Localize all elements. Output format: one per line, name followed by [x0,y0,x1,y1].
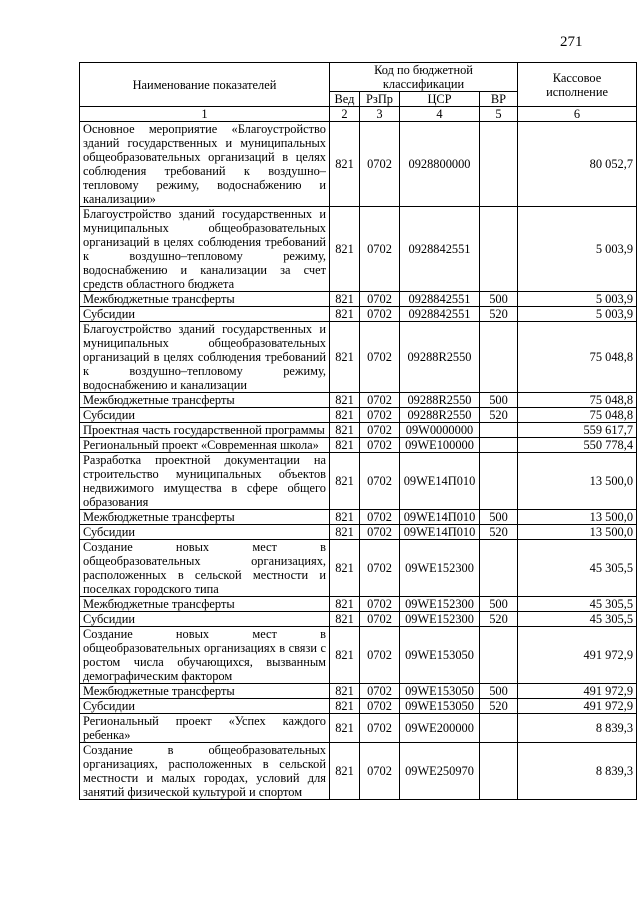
cell-name: Благоустройство зданий государственных и муниципальных общеобразовательных организаций в целях соблюдения требований к воздушно–тепловому режиму, водоснабжению и канализации [80,322,330,393]
table-row [80,743,637,800]
cell-vr [480,207,518,292]
cell-name: Межбюджетные трансферты [80,292,330,307]
header-vr: ВР [480,92,518,107]
cell-csr: 09WE250970 [400,743,480,800]
cell-amount: 8 839,3 [518,714,637,743]
header-name: Наименование показателей [80,63,330,107]
column-number: 5 [480,107,518,122]
table-row [80,699,637,714]
cell-rzpr: 0702 [360,408,400,423]
cell-rzpr: 0702 [360,699,400,714]
cell-amount: 13 500,0 [518,510,637,525]
cell-ved: 821 [330,597,360,612]
cell-amount: 5 003,9 [518,292,637,307]
cell-rzpr: 0702 [360,322,400,393]
cell-vr: 500 [480,597,518,612]
cell-ved: 821 [330,714,360,743]
header-cash-line1: Кассовое [552,70,602,85]
cell-vr [480,423,518,438]
cell-ved: 821 [330,743,360,800]
cell-amount: 75 048,8 [518,393,637,408]
cell-vr [480,122,518,207]
cell-name: Благоустройство зданий государственных и муниципальных общеобразовательных организаций в целях соблюдения требований к воздушно–тепловому режиму, водоснабжению и канализации за счет средств областного бюджета [80,207,330,292]
header-code-group: Код по бюджетной классификации [330,63,518,92]
cell-ved: 821 [330,699,360,714]
cell-vr [480,743,518,800]
cell-csr: 09WE152300 [400,597,480,612]
cell-vr: 520 [480,307,518,322]
table-row [80,307,637,322]
column-number: 3 [360,107,400,122]
cell-vr [480,453,518,510]
cell-amount: 45 305,5 [518,540,637,597]
header-rzpr: РзПр [360,92,400,107]
cell-csr: 0928842551 [400,307,480,322]
table-row [80,322,637,393]
cell-vr [480,438,518,453]
table-row [80,684,637,699]
cell-rzpr: 0702 [360,292,400,307]
cell-name: Проектная часть государственной программы [80,423,330,438]
cell-csr: 0928800000 [400,122,480,207]
cell-name: Межбюджетные трансферты [80,597,330,612]
cell-name: Разработка проектной документации на строительство муниципальных объектов недвижимого имущества в сфере общего образования [80,453,330,510]
cell-rzpr: 0702 [360,393,400,408]
column-number: 2 [330,107,360,122]
table-row [80,714,637,743]
cell-name: Субсидии [80,525,330,540]
cell-ved: 821 [330,453,360,510]
cell-rzpr: 0702 [360,743,400,800]
cell-rzpr: 0702 [360,627,400,684]
table-row [80,510,637,525]
cell-csr: 09WE14П010 [400,510,480,525]
column-number-row [80,107,637,122]
cell-amount: 8 839,3 [518,743,637,800]
cell-rzpr: 0702 [360,423,400,438]
cell-rzpr: 0702 [360,525,400,540]
cell-name: Создание новых мест в общеобразовательных организациях в связи с ростом числа обучающихся, вызванным демографическим фактором [80,627,330,684]
cell-vr [480,322,518,393]
cell-vr: 520 [480,612,518,627]
table-row [80,207,637,292]
cell-vr: 520 [480,525,518,540]
table-row [80,292,637,307]
cell-amount: 75 048,8 [518,408,637,423]
table-row [80,453,637,510]
cell-csr: 0928842551 [400,207,480,292]
cell-amount: 13 500,0 [518,525,637,540]
page-number: 271 [560,34,583,50]
table-row [80,408,637,423]
cell-vr [480,540,518,597]
cell-ved: 821 [330,525,360,540]
cell-ved: 821 [330,612,360,627]
cell-rzpr: 0702 [360,540,400,597]
cell-amount: 491 972,9 [518,699,637,714]
cell-rzpr: 0702 [360,122,400,207]
cell-rzpr: 0702 [360,597,400,612]
cell-amount: 45 305,5 [518,597,637,612]
cell-rzpr: 0702 [360,510,400,525]
budget-table [79,62,637,800]
cell-ved: 821 [330,684,360,699]
cell-amount: 13 500,0 [518,453,637,510]
header-csr: ЦСР [400,92,480,107]
cell-csr: 0928842551 [400,292,480,307]
cell-vr: 520 [480,699,518,714]
cell-name: Межбюджетные трансферты [80,684,330,699]
cell-rzpr: 0702 [360,612,400,627]
header-ved: Вед [330,92,360,107]
table-row [80,423,637,438]
table-row [80,393,637,408]
cell-vr [480,627,518,684]
cell-csr: 09W0000000 [400,423,480,438]
cell-name: Субсидии [80,408,330,423]
cell-name: Межбюджетные трансферты [80,393,330,408]
cell-vr: 500 [480,292,518,307]
cell-name: Создание новых мест в общеобразовательных организациях, расположенных в сельской местности и поселках городского типа [80,540,330,597]
cell-vr: 500 [480,393,518,408]
cell-name: Межбюджетные трансферты [80,510,330,525]
cell-amount: 75 048,8 [518,322,637,393]
cell-rzpr: 0702 [360,307,400,322]
cell-ved: 821 [330,408,360,423]
cell-name: Субсидии [80,307,330,322]
cell-amount: 5 003,9 [518,307,637,322]
cell-ved: 821 [330,540,360,597]
cell-ved: 821 [330,307,360,322]
cell-csr: 09WE14П010 [400,453,480,510]
cell-amount: 5 003,9 [518,207,637,292]
cell-csr: 09288R2550 [400,408,480,423]
cell-name: Создание в общеобразовательных организациях, расположенных в сельской местности и малых городах, условий для занятий физической культурой и спортом [80,743,330,800]
cell-vr [480,714,518,743]
cell-amount: 491 972,9 [518,684,637,699]
cell-csr: 09WE153050 [400,699,480,714]
cell-amount: 491 972,9 [518,627,637,684]
column-number: 1 [80,107,330,122]
header-cash [518,63,637,107]
cell-ved: 821 [330,627,360,684]
cell-name: Основное мероприятие «Благоустройство зданий государственных и муниципальных общеобразовательных организаций в целях соблюдения требований к воздушно–тепловому режиму, водоснабжению и канализации» [80,122,330,207]
cell-csr: 09WE152300 [400,612,480,627]
table-row [80,438,637,453]
cell-rzpr: 0702 [360,453,400,510]
cell-ved: 821 [330,322,360,393]
cell-ved: 821 [330,438,360,453]
cell-name: Региональный проект «Успех каждого ребенка» [80,714,330,743]
cell-ved: 821 [330,207,360,292]
column-number: 6 [518,107,637,122]
cell-vr: 500 [480,510,518,525]
cell-csr: 09WE14П010 [400,525,480,540]
cell-rzpr: 0702 [360,438,400,453]
cell-ved: 821 [330,122,360,207]
cell-rzpr: 0702 [360,684,400,699]
cell-ved: 821 [330,292,360,307]
table-row [80,612,637,627]
cell-amount: 550 778,4 [518,438,637,453]
cell-vr: 520 [480,408,518,423]
cell-csr: 09WE200000 [400,714,480,743]
cell-csr: 09WE153050 [400,684,480,699]
cell-csr: 09WE153050 [400,627,480,684]
column-number: 4 [400,107,480,122]
cell-csr: 09WE100000 [400,438,480,453]
cell-amount: 559 617,7 [518,423,637,438]
table-row [80,122,637,207]
cell-rzpr: 0702 [360,207,400,292]
cell-ved: 821 [330,393,360,408]
cell-name: Субсидии [80,612,330,627]
table-row [80,597,637,612]
cell-ved: 821 [330,510,360,525]
cell-rzpr: 0702 [360,714,400,743]
table-row [80,540,637,597]
cell-csr: 09288R2550 [400,322,480,393]
cell-vr: 500 [480,684,518,699]
cell-amount: 80 052,7 [518,122,637,207]
table-header-row-1 [80,63,637,92]
cell-csr: 09288R2550 [400,393,480,408]
cell-amount: 45 305,5 [518,612,637,627]
cell-name: Региональный проект «Современная школа» [80,438,330,453]
cell-ved: 821 [330,423,360,438]
cell-name: Субсидии [80,699,330,714]
table-row [80,627,637,684]
header-cash-line2: исполнение [546,84,608,99]
table-row [80,525,637,540]
cell-csr: 09WE152300 [400,540,480,597]
